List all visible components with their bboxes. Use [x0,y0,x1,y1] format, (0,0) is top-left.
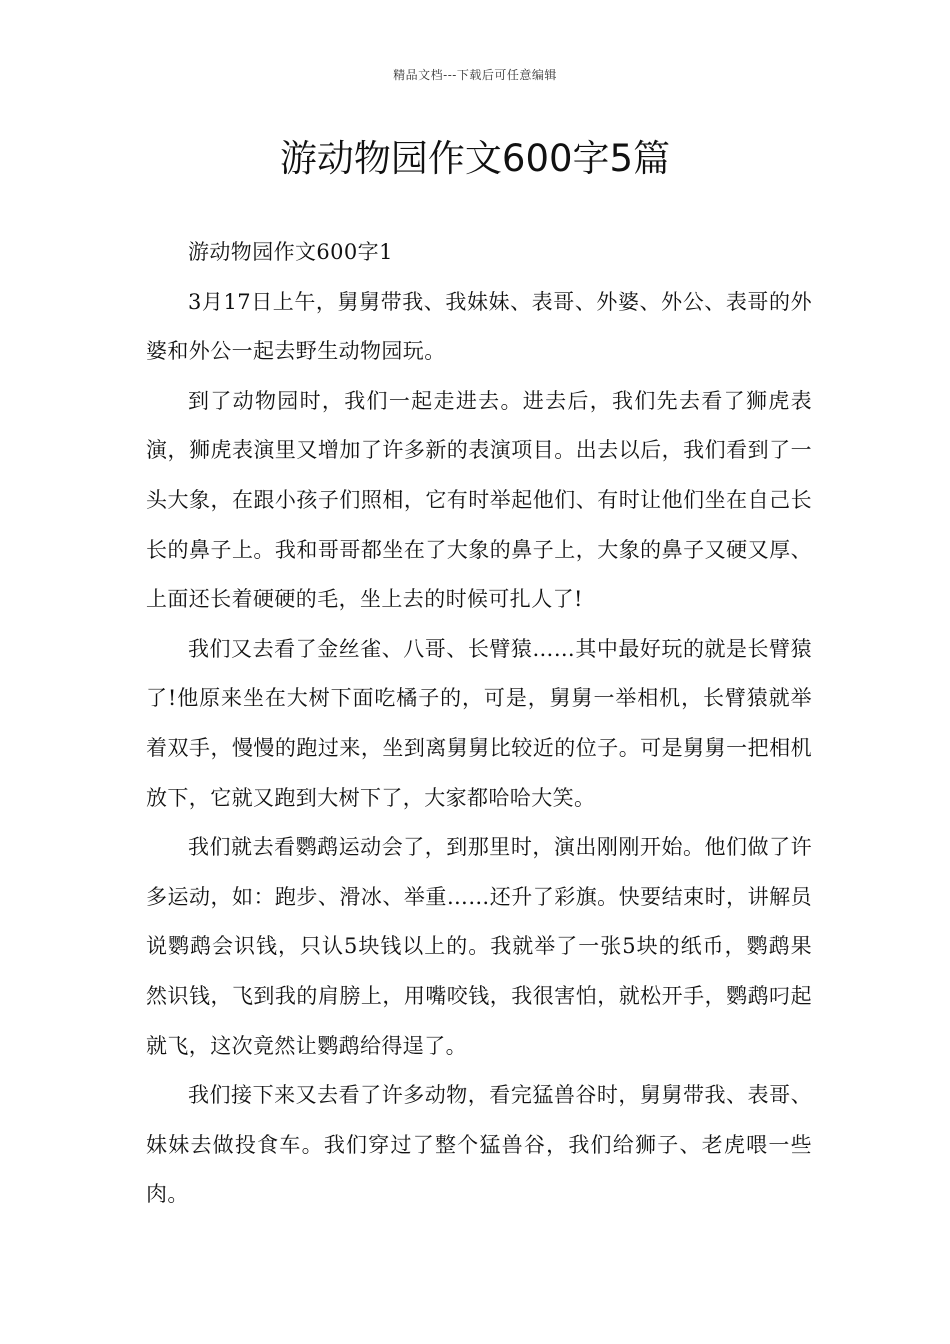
paragraph-subtitle: 游动物园作文600字1 [188,240,393,264]
paragraph: 我们接下来又去看了许多动物，看完猛兽谷时，舅舅带我、表哥、妹妹去做投食车。我们穿过了整个猛兽谷，我们给狮子、老虎喂一些肉。 [146,1083,812,1207]
paragraph: 我们就去看鹦鹉运动会了，到那里时，演出刚刚开始。他们做了许多运动，如：跑步、滑冰、举重……还升了彩旗。快要结束时，讲解员说鹦鹉会识钱，只认5块钱以上的。我就举了一张5块的纸币，鹦鹉果然识钱，飞到我的肩膀上，用嘴咬钱，我很害怕，就松开手，鹦鹉叼起就飞，这次竟然让鹦鹉给得逞了。 [146,835,812,1058]
paragraph: 3月17日上午，舅舅带我、我妹妹、表哥、外婆、外公、表哥的外婆和外公一起去野生动物园玩。 [146,289,812,364]
paragraph: 到了动物园时，我们一起走进去。进去后，我们先去看了狮虎表演，狮虎表演里又增加了许多新的表演项目。出去以后，我们看到了一头大象，在跟小孩子们照相，它有时举起他们、有时让他们坐在自己长长的鼻子上。我和哥哥都坐在了大象的鼻子上，大象的鼻子又硬又厚、上面还长着硬硬的毛，坐上去的时候可扎人了! [146,388,812,612]
article-body [146,228,812,1220]
paragraph: 我们又去看了金丝雀、八哥、长臂猿……其中最好玩的就是长臂猿了!他原来坐在大树下面吃橘子的，可是，舅舅一举相机，长臂猿就举着双手，慢慢的跑过来，坐到离舅舅比较近的位子。可是舅舅一把相机放下，它就又跑到大树下了，大家都哈哈大笑。 [146,636,812,810]
header-note: 精品文档---下载后可任意编辑 [393,68,557,82]
document-title: 游动物园作文600字5篇 [279,137,671,180]
